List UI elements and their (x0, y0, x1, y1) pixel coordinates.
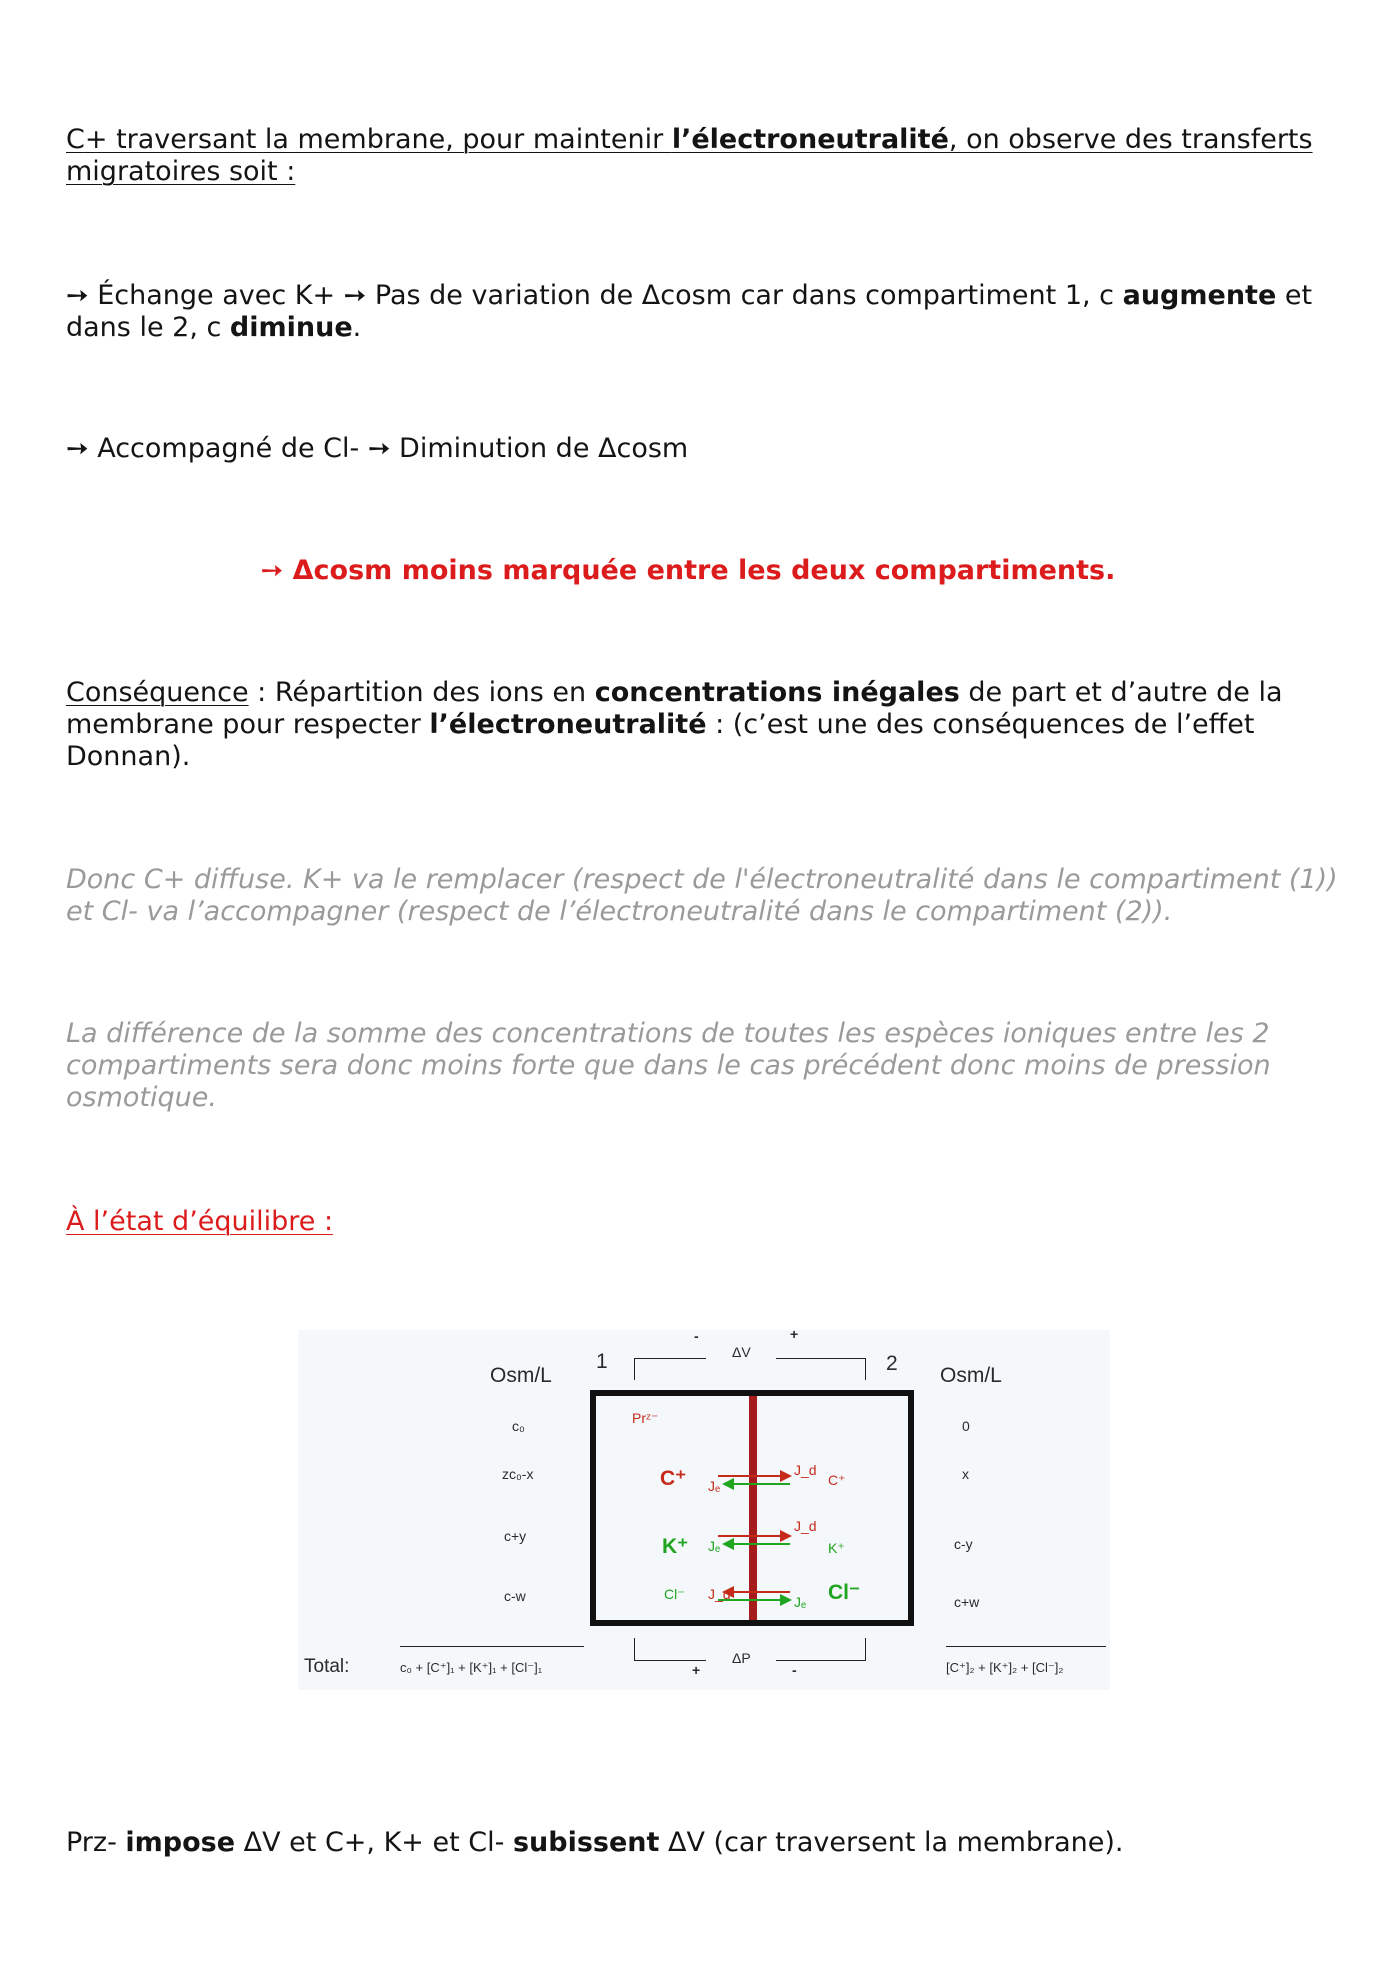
consequence-text-2: de part et d’autre de la membrane pour respecter (66, 677, 1283, 740)
cation-k-right: K⁺ (828, 1540, 845, 1556)
right-osm-header: Osm/L (940, 1364, 1002, 1387)
highlight-text: ➙ Δcosm moins marquée entre les deux compartiments. (260, 555, 1116, 586)
bottom-bracket-left-tick (634, 1638, 635, 1660)
total-left-rule (400, 1646, 584, 1647)
consequence-text-3: : (c’est une des conséquences de l’effet Donnan). (66, 709, 1255, 772)
note-pressure-text: La différence de la somme des concentrations de toutes les espèces ioniques entre les 2 compartiments sera donc moins forte que dans le cas précédent donc moins de pression osmotique. (66, 1018, 1271, 1113)
left-value-c0: c₀ (512, 1418, 525, 1434)
bottom-plus-sign: + (692, 1662, 701, 1678)
intro-bold: l’électroneutralité (671, 124, 949, 155)
right-value-0: 0 (962, 1418, 970, 1434)
bullet-exchange-text-3: . (352, 312, 362, 343)
bullet-accompanied (66, 433, 1356, 465)
consequence-label: Conséquence (66, 677, 249, 708)
flux-je-k: Jₑ (708, 1538, 721, 1554)
equilibrium-heading-text: À l’état d’équilibre : (66, 1206, 334, 1237)
bullet-exchange (66, 280, 1356, 344)
final-bold-1: impose (125, 1827, 236, 1858)
intro-text-2: , on observe des transferts migratoires soit : (66, 124, 1313, 187)
bottom-bracket-right-tick (865, 1638, 866, 1660)
cation-c-right: C⁺ (828, 1472, 846, 1488)
intro-paragraph (66, 124, 1356, 188)
consequence-text-1: : Répartition des ions en (248, 677, 595, 708)
left-value-zc0x: zc₀-x (502, 1466, 534, 1482)
cation-k-left: K⁺ (662, 1535, 689, 1558)
flux-jd-cl: J_d (708, 1586, 731, 1602)
top-plus-sign: + (790, 1326, 799, 1342)
protein-label: Prᶻ⁻ (632, 1410, 659, 1426)
left-value-cy: c+y (504, 1528, 527, 1544)
final-text-3: ΔV (car traversent la membrane). (659, 1827, 1124, 1858)
right-value-x: x (962, 1466, 969, 1482)
note-diffusion-text: Donc C+ diffuse. K+ va le remplacer (respect de l'électroneutralité dans le compartiment (1)) et Cl- va l’accompagner (respect de l’électroneutralité dans le compartiment (2)). (66, 864, 1338, 927)
bullet-accompanied-text: ➙ Accompagné de Cl- ➙ Diminution de Δcosm (66, 433, 689, 464)
final-bold-2: subissent (512, 1827, 660, 1858)
compartment-1-label: 1 (596, 1350, 608, 1373)
right-value-cy: c-y (954, 1536, 973, 1552)
delta-p-label: ΔP (732, 1650, 751, 1666)
bullet-exchange-text-1: ➙ Échange avec K+ ➙ Pas de variation de Δcosm car dans compartiment 1, c (66, 280, 1123, 311)
anion-cl-left: Cl⁻ (664, 1586, 685, 1602)
total-label: Total: (304, 1656, 350, 1677)
total-right-rule (946, 1646, 1106, 1647)
note-diffusion (66, 864, 1356, 928)
highlight-conclusion (0, 555, 1388, 587)
consequence-bold-2: l’électroneutralité (429, 709, 707, 740)
final-text-2: ΔV et C+, K+ et Cl- (235, 1827, 513, 1858)
anion-cl-right: Cl⁻ (828, 1581, 861, 1604)
total-right: [C⁺]₂ + [K⁺]₂ + [Cl⁻]₂ (946, 1660, 1064, 1675)
final-text-1: Prz- (66, 1827, 126, 1858)
left-osm-header: Osm/L (490, 1364, 552, 1387)
compartment-2-label: 2 (886, 1352, 898, 1375)
flux-jd-k: J_d (794, 1518, 817, 1534)
bottom-bracket-left (634, 1660, 706, 1661)
bullet-exchange-bold-1: augmente (1122, 280, 1277, 311)
bottom-bracket-right (776, 1660, 866, 1661)
top-minus-sign: - (694, 1328, 699, 1344)
consequence-paragraph (66, 677, 1356, 773)
flux-arrows (298, 1330, 1110, 1690)
flux-jd-c: J_d (794, 1462, 817, 1478)
bullet-exchange-bold-2: diminue (229, 312, 353, 343)
bottom-minus-sign: - (792, 1662, 797, 1678)
total-left: c₀ + [C⁺]₁ + [K⁺]₁ + [Cl⁻]₁ (400, 1660, 543, 1675)
flux-je-cl: Jₑ (794, 1594, 807, 1610)
final-paragraph (66, 1827, 1356, 1859)
cation-c-left: C⁺ (660, 1467, 687, 1490)
left-value-cw: c-w (504, 1588, 526, 1604)
right-value-cw: c+w (954, 1594, 980, 1610)
consequence-bold-1: concentrations inégales (594, 677, 960, 708)
delta-v-label: ΔV (732, 1344, 751, 1360)
bullet-exchange-text-2: et dans le 2, c (66, 280, 1313, 343)
donnan-equilibrium-diagram (298, 1326, 1110, 1690)
intro-lead: C (66, 124, 85, 155)
equilibrium-heading (66, 1206, 1356, 1238)
note-pressure (66, 1018, 1356, 1114)
intro-text-1: + traversant la membrane, pour maintenir (84, 124, 672, 155)
flux-je-c: Jₑ (708, 1478, 721, 1494)
